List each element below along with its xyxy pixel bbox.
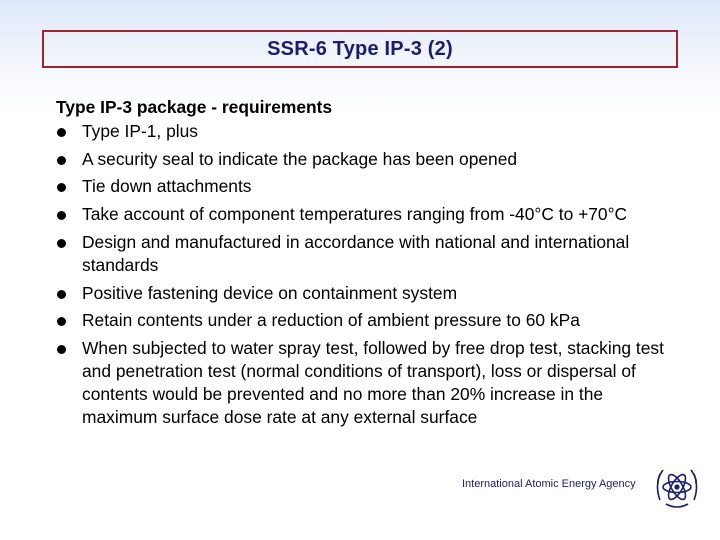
- bullet-icon: [57, 183, 66, 192]
- slide-title-box: [42, 30, 678, 68]
- list-item-text: A security seal to indicate the package has been opened: [82, 148, 518, 169]
- list-item: [56, 148, 676, 171]
- list-item: [56, 282, 676, 305]
- footer-organization: International Atomic Energy Agency: [462, 478, 636, 490]
- bullet-icon: [57, 290, 66, 299]
- list-item: [56, 120, 676, 143]
- list-item: [56, 231, 676, 277]
- slide-title: SSR-6 Type IP-3 (2): [267, 37, 453, 60]
- list-item-text: Positive fastening device on containment system: [82, 282, 458, 303]
- bullet-icon: [57, 239, 66, 248]
- list-item-text: Design and manufactured in accordance with national and international standards: [82, 231, 630, 275]
- list-item-text: When subjected to water spray test, followed by free drop test, stacking test and penetration test (normal conditions of transport), loss or dispersal of contents would be prevented and no more than 20% increase in the maximum surface dose rate at any external surface: [82, 338, 664, 427]
- requirements-list: [56, 120, 676, 429]
- list-item-text: Take account of component temperatures ranging from -40°C to +70°C: [82, 204, 628, 225]
- list-item: [56, 203, 676, 226]
- list-item: [56, 337, 676, 428]
- bullet-icon: [57, 211, 66, 220]
- bullet-icon: [57, 128, 66, 137]
- bullet-icon: [57, 317, 66, 326]
- list-item-text: Tie down attachments: [82, 176, 252, 197]
- list-item-text: Retain contents under a reduction of ambient pressure to 60 kPa: [82, 310, 580, 331]
- slide-content: [56, 96, 676, 433]
- iaea-atom-logo-icon: [652, 462, 702, 512]
- list-item-text: Type IP-1, plus: [82, 120, 198, 141]
- list-item: [56, 309, 676, 332]
- bullet-icon: [57, 156, 66, 165]
- requirements-heading: Type IP-3 package - requirements: [56, 97, 333, 117]
- list-item: [56, 175, 676, 198]
- bullet-icon: [57, 345, 66, 354]
